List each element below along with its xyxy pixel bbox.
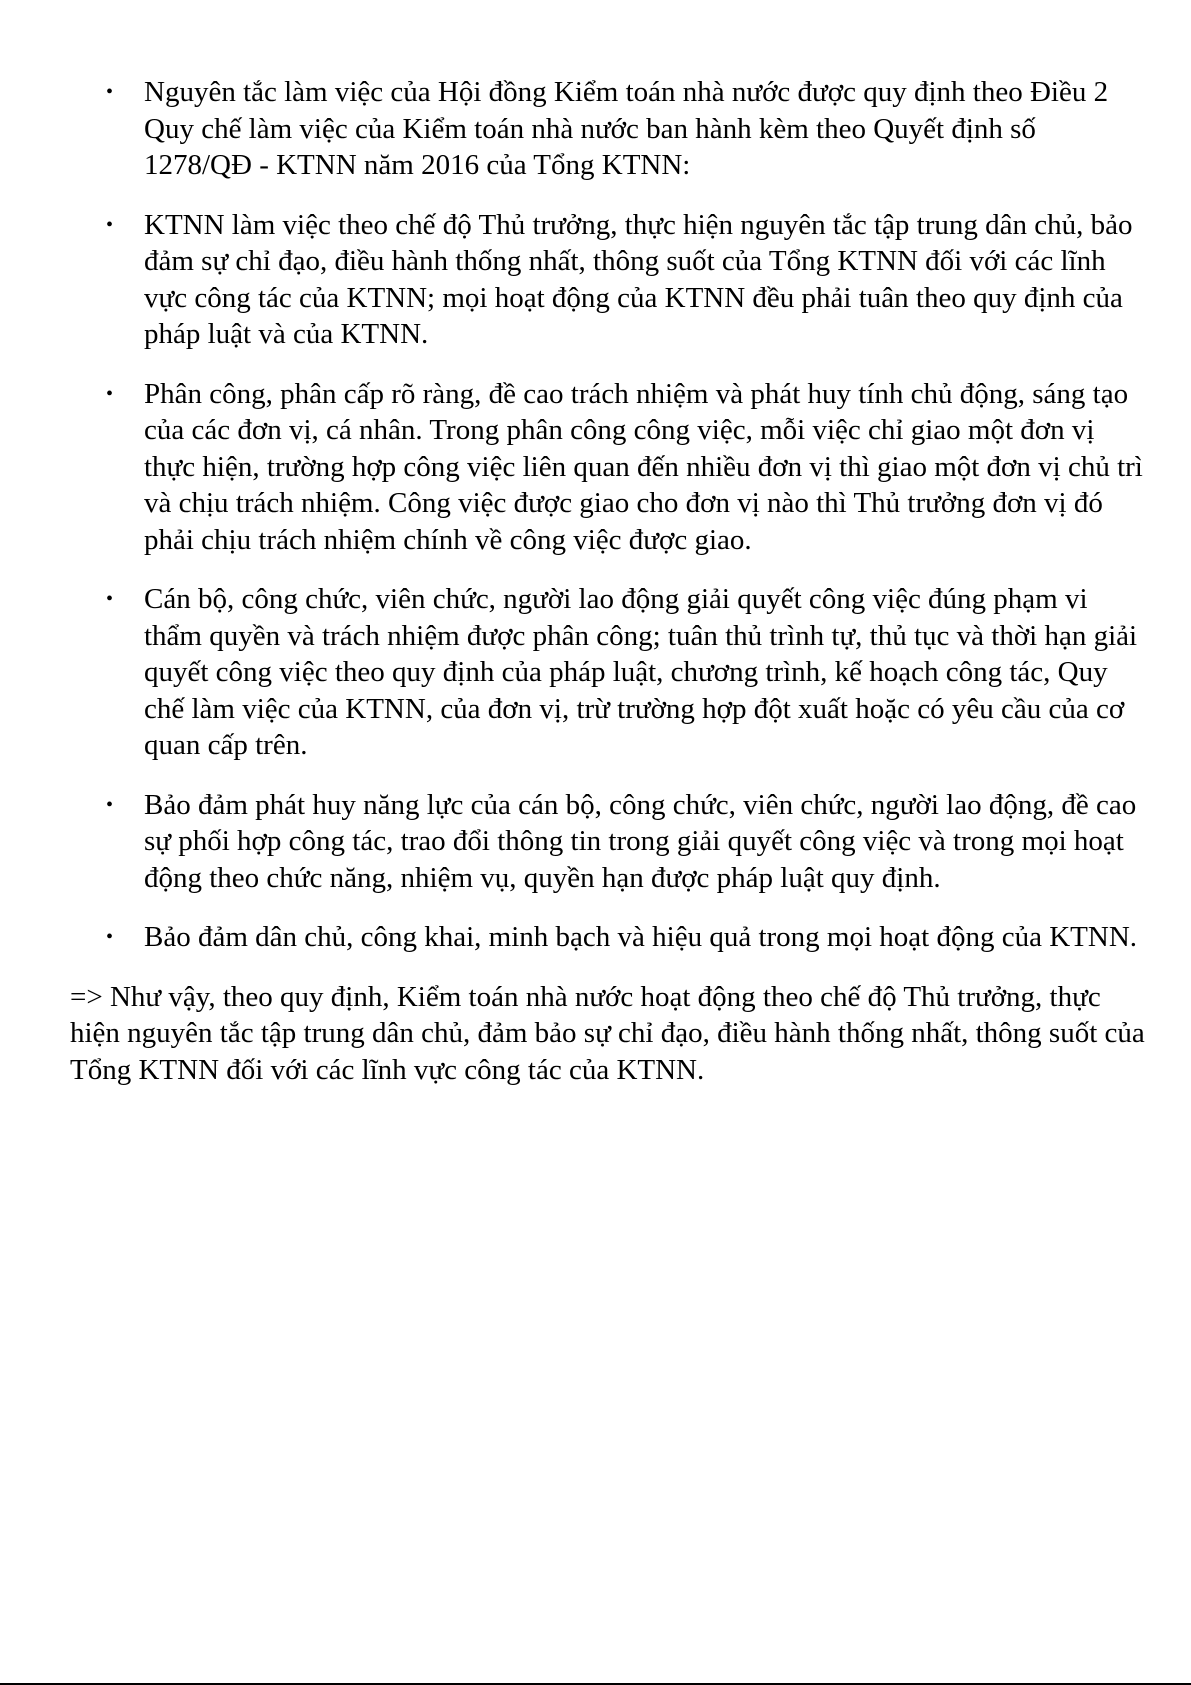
bullet-icon: • [106, 793, 114, 816]
bullet-icon: • [106, 81, 114, 103]
bullet-icon: • [106, 926, 114, 948]
document-body [70, 74, 1150, 1088]
list-item-text: Bảo đảm phát huy năng lực của cán bộ, công chức, viên chức, người lao động, đề cao sự phối hợp công tác, trao đổi thông tin trong giải quyết công việc và trong mọi hoạt động theo chức năng, nhiệm vụ, quyền hạn được pháp luật quy định. [144, 788, 1137, 894]
conclusion-paragraph: => Như vậy, theo quy định, Kiểm toán nhà nước hoạt động theo chế độ Thủ trưởng, thực hiện nguyên tắc tập trung dân chủ, đảm bảo sự chỉ đạo, điều hành thống nhất, thông suốt của Tổng KTNN đối với các lĩnh vực công tác của KTNN. [70, 980, 1145, 1086]
list-item-text: Phân công, phân cấp rõ ràng, đề cao trách nhiệm và phát huy tính chủ động, sáng tạo của các đơn vị, cá nhân. Trong phân công công việc, mỗi việc chỉ giao một đơn vị thực hiện, trường hợp công việc liên quan đến nhiều đơn vị thì giao một đơn vị chủ trì và chịu trách nhiệm. Công việc được giao cho đơn vị nào thì Thủ trưởng đơn vị đó phải chịu trách nhiệm chính về công việc được giao. [144, 377, 1143, 556]
list-item [70, 376, 1150, 559]
list-item [70, 74, 1150, 184]
list-item-text: Cán bộ, công chức, viên chức, người lao động giải quyết công việc đúng phạm vi thẩm quyền và trách nhiệm được phân công; tuân thủ trình tự, thủ tục và thời hạn giải quyết công việc theo quy định của pháp luật, chương trình, kế hoạch công tác, Quy chế làm việc của KTNN, của đơn vị, trừ trường hợp đột xuất hoặc có yêu cầu của cơ quan cấp trên. [144, 583, 1138, 761]
list-item-text: Bảo đảm dân chủ, công khai, minh bạch và hiệu quả trong mọi hoạt động của KTNN. [144, 921, 1138, 953]
list-item [70, 581, 1150, 764]
list-item [70, 787, 1150, 897]
principles-list [70, 74, 1150, 956]
list-item [70, 207, 1150, 353]
list-item-text: KTNN làm việc theo chế độ Thủ trưởng, thực hiện nguyên tắc tập trung dân chủ, bảo đảm sự chỉ đạo, điều hành thống nhất, thông suốt của Tổng KTNN đối với các lĩnh vực công tác của KTNN; mọi hoạt động của KTNN đều phải tuân theo quy định của pháp luật và của KTNN. [144, 208, 1133, 350]
list-item [70, 919, 1150, 956]
bullet-icon: • [106, 382, 114, 405]
bullet-icon: • [106, 588, 114, 610]
list-item-text: Nguyên tắc làm việc của Hội đồng Kiểm toán nhà nước được quy định theo Điều 2 Quy chế làm việc của Kiểm toán nhà nước ban hành kèm theo Quyết định số 1278/QĐ - KTNN năm 2016 của Tổng KTNN: [144, 76, 1109, 181]
bullet-icon: • [106, 213, 114, 236]
